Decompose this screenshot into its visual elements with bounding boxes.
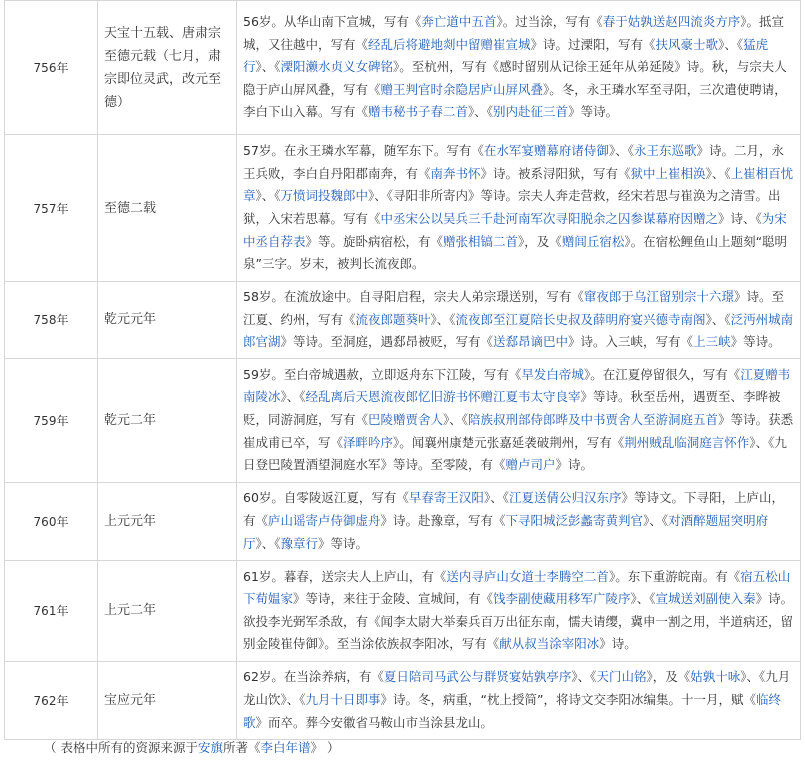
era-cell: 上元元年 (98, 482, 237, 560)
work-title-link[interactable]: 宿五松山下荀媪家 (243, 568, 791, 607)
work-title-link[interactable]: 对酒醉题屈突明府厅 (243, 512, 769, 551)
table-row (5, 560, 801, 661)
work-title-link[interactable]: 九月十日即事 (305, 691, 381, 707)
work-title-link[interactable]: 万愤词投魏郎中 (280, 188, 369, 204)
description-text: 》而卒。葬今安徽省马鞍山市当涂县龙山。 (255, 714, 494, 730)
work-title-link[interactable]: 扶风豪士歌 (655, 36, 719, 52)
work-title-link[interactable]: 泛沔州城南郎官湖 (243, 311, 794, 350)
work-title-link[interactable]: 泽畔吟序 (343, 434, 394, 450)
description-text: 》、《 (630, 591, 656, 607)
description-text: 》。在宿松鲤鱼山上题刻“聪明泉”三字。岁末，被判长流夜郎。 (243, 233, 788, 272)
description-text: 57岁。在永王璘水军幕，随军东下。写有《 (243, 143, 484, 159)
description-text: 》、《 (483, 490, 509, 506)
description-text: 》诗。被系浔阳狱，写有《 (480, 165, 631, 181)
description-text: 》诗。入三峡，写有《 (568, 334, 694, 350)
description-text: 》、《 (255, 535, 281, 551)
year-cell: 756年 (5, 1, 98, 135)
work-title-link[interactable]: 夏日陪司马武公与群贤宴姑孰亭序 (383, 669, 572, 685)
description-text: 》、《 (705, 311, 731, 327)
description-text: 》等。旋卧病宿松，有《 (305, 233, 444, 249)
source-footnote (44, 738, 340, 756)
description-text: 》诗。 (555, 457, 594, 473)
description-text: 》、《 (608, 143, 634, 159)
year-cell: 757年 (5, 135, 98, 282)
description-text: 》。在江夏停留很久，写有《 (583, 366, 741, 382)
description-text: 》等诗。 (568, 104, 619, 120)
description-text: 61岁。暮春，送宗夫人上庐山，有《 (243, 568, 447, 584)
description-text: 》诗。欲投李光弼军杀敌，有《闻李太尉大举秦兵百万出征东南，懦夫请缨，冀申一割之用，半道病还，留别金陵崔侍御》。至当涂依族叔李阳冰，写有《 (243, 591, 794, 652)
work-title-link[interactable]: 春于姑孰送赵四流炎方序 (602, 14, 741, 30)
description-text: 》等诗，来往于金陵、宣城间，有《 (293, 591, 494, 607)
description-text: 》诗。赴豫章，写有《 (380, 512, 506, 528)
work-title-link[interactable]: 狱中上崔相涣 (630, 165, 706, 181)
work-title-link[interactable]: 送郄昂谪巴中 (493, 334, 569, 350)
footnote-suffix: 》 ） (310, 740, 340, 755)
work-title-link[interactable]: 荆州贼乱临洞庭言怀作 (624, 434, 750, 450)
work-title-link[interactable]: 猛虎行 (243, 36, 769, 75)
description-text: 》、《九月龙山饮》、《 (243, 669, 791, 707)
chronology-table (4, 0, 801, 740)
work-title-link[interactable]: 送内寻庐山女道士李腾空二首 (446, 568, 609, 584)
era-cell: 至德二载 (98, 135, 237, 282)
era-cell: 宝应元年 (98, 661, 237, 739)
description-text: 》。过当涂，写有《 (496, 14, 603, 30)
description-text: 》，及《 (518, 233, 562, 249)
work-title-link[interactable]: 天门山铭 (596, 669, 647, 685)
table-row (5, 482, 801, 560)
work-title-link[interactable]: 陪族叔刑部侍郎晔及中书贾舍人至游洞庭五首 (468, 411, 719, 427)
work-title-link[interactable]: 早发白帝城 (521, 366, 584, 382)
description-text: 》诗。 (599, 636, 637, 652)
era-cell: 天宝十五载、唐肃宗至德元载（七月，肃宗即位灵武，改元至德） (98, 1, 237, 135)
description-cell (237, 482, 801, 560)
description-text: 》。冬，永王璘水军至寻阳，三次遣使聘请，李白下山入幕。写有《 (243, 81, 787, 120)
work-title-link[interactable]: 临终歌 (243, 691, 781, 730)
work-title-link[interactable]: 溧阳濑水贞义女碑铭 (280, 59, 394, 75)
book-link[interactable]: 李白年谱 (260, 740, 311, 755)
description-text: 》等诗。 (318, 535, 369, 551)
work-title-link[interactable]: 赠张相镐二首 (443, 233, 519, 249)
description-text: 56岁。从华山南下宣城，写有《 (243, 14, 422, 30)
work-title-link[interactable]: 下寻阳城泛彭蠡寄黄判官 (505, 512, 644, 528)
table-row (5, 135, 801, 282)
description-text: 62岁。在当涂养病，有《 (243, 669, 384, 685)
work-title-link[interactable]: 经乱后将避地剡中留赠崔宣城 (368, 36, 531, 52)
work-title-link[interactable]: 豫章行 (280, 535, 319, 551)
year-cell: 762年 (5, 661, 98, 739)
work-title-link[interactable]: 江夏赠韦南陵冰 (243, 366, 791, 405)
description-text: 59岁。至白帝城遇赦，立即返舟东下江陵，写有《 (243, 366, 522, 382)
work-title-link[interactable]: 赠闾丘宿松 (561, 233, 625, 249)
description-text: 》等诗。秋至岳州，遇贾至、李晔被贬，同游洞庭，写有《 (243, 389, 781, 427)
work-title-link[interactable]: 窜夜郎于乌江留别宗十六璟 (583, 289, 734, 304)
description-text: 》、《 (705, 165, 731, 181)
description-text: 》、《 (468, 104, 494, 120)
description-text: 》等诗。获悉崔成甫已卒，写《 (243, 411, 794, 450)
description-text: 》、《 (430, 311, 456, 327)
table-row (5, 282, 801, 359)
work-title-link[interactable]: 南奔书怀 (430, 165, 481, 181)
table-row (5, 358, 801, 482)
work-title-link[interactable]: 赠王判官时余隐居庐山屏风叠 (380, 81, 544, 97)
work-title-link[interactable]: 永王东巡歌 (633, 143, 697, 159)
work-title-link[interactable]: 别内赴征三首 (493, 104, 569, 120)
work-title-link[interactable]: 赠韦秘书子春二首 (368, 104, 469, 120)
work-title-link[interactable]: 在水军宴赠幕府诸侍御 (483, 143, 609, 159)
work-title-link[interactable]: 奔亡道中五首 (421, 14, 497, 30)
work-title-link[interactable]: 流夜郎题葵叶 (355, 311, 431, 327)
work-title-link[interactable]: 赠卢司户 (505, 457, 556, 473)
description-text: 》。抵宣城，又往越中，写有《 (243, 14, 784, 52)
work-title-link[interactable]: 上三峡 (693, 334, 731, 350)
work-title-link[interactable]: 饯李副使藏用移军广陵序 (493, 591, 631, 607)
year-cell: 760年 (5, 482, 98, 560)
table-row (5, 661, 801, 739)
work-title-link[interactable]: 早春寄王汉阳 (408, 490, 484, 506)
description-text: 58岁。在流放途中。自寻阳启程，宗夫人弟宗璟送别，写有《 (243, 289, 584, 304)
description-text: 》、《九日登巴陵置酒望洞庭水军》等诗。至零陵，有《 (243, 434, 787, 473)
description-cell (237, 358, 801, 482)
description-text: 》诗、《 (718, 211, 762, 226)
description-text: 》诗。冬，病重，“枕上授简”，将诗文交李阳冰编集。十一月，赋《 (380, 691, 756, 707)
description-text: 》诗。二月，永王兵败，李白自丹阳郡南奔，有《 (243, 143, 784, 181)
footnote-middle: 所著《 (223, 740, 261, 755)
description-text: 》，及《 (646, 669, 691, 685)
description-text: 》、《 (643, 512, 669, 528)
description-text: 》、《 (443, 411, 469, 427)
description-cell (237, 560, 801, 661)
description-text: 》、《 (571, 669, 597, 685)
year-cell: 758年 (5, 282, 98, 359)
description-text: 》、《 (280, 389, 306, 405)
work-title-link[interactable]: 姑孰十咏 (690, 669, 741, 685)
footnote-prefix: （ 表格中所有的资源来源于 (44, 740, 198, 755)
description-text: 》诗。至江夏、约州，写有《 (243, 289, 784, 327)
work-title-link[interactable]: 江夏送倩公归汉东序 (508, 490, 622, 506)
description-text: 》、《寻阳非所寄内》等诗。宗夫人奔走营救，经宋若思与崔涣为之清雪。出狱，入宋若思幕。写有《 (243, 188, 781, 226)
description-text: 》、《 (255, 188, 281, 204)
description-text: 》。闻襄州康楚元张嘉延袭破荆州，写有《 (393, 434, 625, 450)
work-title-link[interactable]: 流夜郎至江夏陪长史叔及薛明府宴兴德寺南阁 (455, 311, 706, 327)
description-text: 》。东下重游皖南。有《 (608, 568, 741, 584)
year-cell: 759年 (5, 358, 98, 482)
author-link[interactable]: 安旗 (197, 740, 223, 755)
era-cell: 乾元元年 (98, 282, 237, 359)
description-text: 》等诗。 (730, 334, 781, 350)
description-text: 》、《 (718, 36, 744, 52)
era-cell: 乾元二年 (98, 358, 237, 482)
description-cell (237, 1, 801, 135)
work-title-link[interactable]: 中丞宋公以吴兵三千赴河南军次寻阳脱余之囚参谋幕府因赠之 (380, 211, 719, 226)
description-text: 》等诗。至洞庭，遇郄昂被贬，写有《 (280, 334, 494, 350)
description-text: 60岁。自零陵返江夏，写有《 (243, 490, 409, 506)
work-title-link[interactable]: 经乱离后天恩流夜郎忆旧游书怀赠江夏韦太守良宰 (305, 389, 581, 405)
description-cell (237, 282, 801, 359)
description-text: 》诗。过溧阳，写有《 (530, 36, 656, 52)
work-title-link[interactable]: 上崔相百忧章 (243, 165, 794, 204)
table-row (5, 1, 801, 135)
description-cell (237, 135, 801, 282)
year-cell: 761年 (5, 560, 98, 661)
description-text: 》、《 (255, 59, 281, 75)
description-text: 》等诗文。下寻阳，上庐山，有《 (243, 490, 784, 528)
description-text: 》。至杭州，写有《感时留别从记徐王延年从弟延陵》诗。秋，与宗夫人隐于庐山屏风叠，写有《 (243, 59, 787, 97)
description-cell (237, 661, 801, 739)
work-title-link[interactable]: 献从叔当涂宰阳冰 (499, 636, 600, 652)
work-title-link[interactable]: 宣城送刘副使入秦 (655, 591, 756, 607)
era-cell: 上元二年 (98, 560, 237, 661)
work-title-link[interactable]: 为宋中丞自荐表 (243, 211, 787, 249)
work-title-link[interactable]: 庐山谣寄卢侍御虚舟 (268, 512, 381, 528)
work-title-link[interactable]: 巴陵赠贾舍人 (368, 411, 444, 427)
